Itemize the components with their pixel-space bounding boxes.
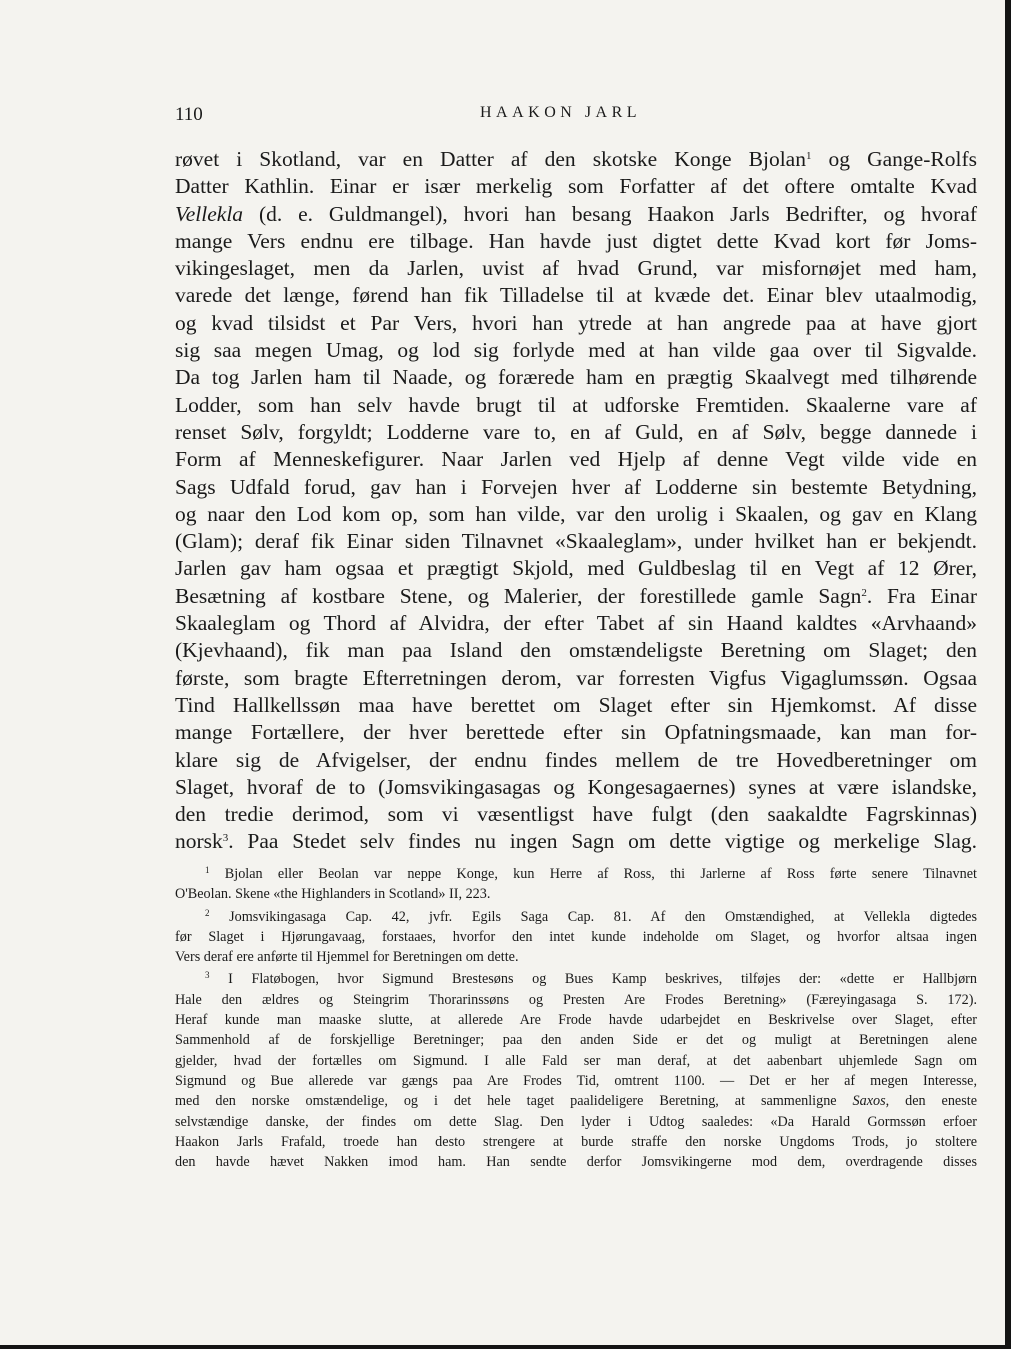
text-line: og naar den Lod kom op, som han vilde, var den urolig i Skaalen, og gav en Klang [175, 501, 977, 526]
footnote-marker: 1 [205, 865, 210, 875]
text-line: den tredie derimod, som vi væsentligst have fulgt (den saakaldte Fagrskinnas) [175, 802, 977, 827]
footnote-1 [175, 864, 977, 905]
text-line: (Glam); deraf fik Einar siden Tilnavnet «Skaaleglam», under hvilket han er bekjendt. [175, 529, 977, 554]
footnote-marker: 1 [805, 150, 812, 162]
text-line: renset Sølv, forgyldt; Lodderne vare to, en af Guld, en af Sølv, begge dannede i [175, 419, 977, 444]
footnote-2 [175, 907, 977, 968]
text-line: Da tog Jarlen ham til Naade, og forærede ham en prægtig Skaalvegt med tilhørende [175, 365, 977, 390]
footnote-line: Vers deraf ere anførte til Hjemmel for Beretningen om dette. [175, 949, 519, 966]
footnote-line: den havde hævet Nakken imod ham. Han sendte derfor Jomsvikingerne mod dem, overdragende disses [175, 1154, 977, 1171]
footnote-line: $^2$ Jomsvikingasaga Cap. 42, jvfr. Egils Saga Cap. 81. Af den Omstændighed, at Vellekla digtedes [205, 907, 977, 925]
text-line: Lodder, som han selv havde brugt til at udforske Fremtiden. Skaalerne vare af [175, 392, 977, 417]
text-line: varede det længe, førend han fik Tilladelse til at kvæde det. Einar blev utaalmodig, [175, 283, 977, 308]
italic-title: Vellekla [175, 201, 244, 226]
text-line: Skaaleglam og Thord af Alvidra, der efter Tabet af sin Haand kaldtes «Arvhaand» [175, 611, 977, 636]
italic-name: Saxos [852, 1093, 886, 1110]
body-text [175, 146, 977, 856]
text-line: vikingeslaget, men da Jarlen, uvist af hvad Grund, var misfornøjet med ham, [175, 256, 977, 281]
text-line: Besætning af kostbare Stene, og Malerier, der forestillede gamle Sagn$^2$. Fra Einar [175, 583, 978, 608]
footnote-line: Hale den ældres og Steingrim Thorarinssøns og Presten Are Frodes Beretning» (Færeyingasaga S. 172). [175, 991, 977, 1008]
text-line: Vellekla (d. e. Guldmangel), hvori han besang Haakon Jarls Bedrifter, og hvoraf [175, 201, 977, 226]
text-line: Slaget, hvoraf de to (Jomsvikingasagas og Kongesagaernes) synes at være islandske, [175, 774, 977, 799]
running-title: HAAKON JARL [480, 104, 642, 121]
footnote-marker: 2 [205, 907, 210, 918]
footnote-line: Sammenhold af de forskjellige Beretninger; paa den anden Side er det og muligt at Beretningen alene [175, 1032, 977, 1049]
text-line: første, som bragte Efterretningen derom, var forresten Vigfus Vigaglumssøn. Ogsaa [175, 665, 977, 690]
text-line: norsk$^3$. Paa Stedet selv findes nu ingen Sagn om dette vigtige og merkelige Slag. [175, 829, 977, 854]
text-line: og kvad tilsidst et Par Vers, hvori han ytrede at han angrede paa at have gjort [175, 310, 977, 335]
footnote-marker: 2 [861, 586, 867, 599]
text-line: (Kjevhaand), fik man paa Island den omstændeligste Beretning om Slaget; den [175, 638, 977, 663]
text-line: klare sig de Afvigelser, der endnu findes mellem de tre Hovedberetninger om [175, 747, 977, 772]
footnotes [175, 864, 977, 1172]
footnote-3 [175, 969, 977, 1172]
text-line: mange Fortællere, der hver berettede efter sin Opfatningsmaade, kan man for- [175, 720, 977, 745]
text-line: sig saa megen Umag, og lod sig forlyde med at han vilde gaa over til Sigvalde. [175, 338, 977, 363]
text-line: røvet i Skotland, var en Datter af den skotske Konge Bjolan$^1$ og Gange-Rolfs [175, 147, 977, 171]
text-line: Tind Hallkellssøn maa have berettet om Slaget efter sin Hjemkomst. Af disse [175, 692, 977, 717]
text-line: Sags Udfald forud, gav han i Forvejen hver af Lodderne sin bestemte Betydning, [175, 474, 977, 499]
running-head [175, 104, 977, 130]
text-line: Form af Menneskefigurer. Naar Jarlen ved Hjelp af denne Vegt vilde vide en [175, 447, 977, 472]
footnote-line: Heraf kunde man maaske slutte, at allerede Are Frode havde udarbejdet en Beskrivelse over Slaget, efter [175, 1012, 977, 1029]
footnote-line: Haakon Jarls Frafald, troede han desto strengere at burde straffe den norske Ungdoms Trods, jo stoltere [175, 1133, 977, 1150]
text-line: mange Vers endnu ere tilbage. Han havde just digtet dette Kvad kort før Joms- [175, 228, 977, 253]
footnote-line: før Slaget i Hjørungavaag, forstaaes, hvorfor den intet kunde indeholde om Slaget, og hvorfor altsaa ingen [175, 928, 977, 945]
text-line: Jarlen gav ham ogsaa et prægtigt Skjold, med Guldbeslag til en Vegt af 12 Ører, [175, 556, 977, 581]
footnote-line: $^3$ I Flatøbogen, hvor Sigmund Brestesøns og Bues Kamp beskrives, tilføjes der: «dette er Hallbjørn [205, 970, 977, 988]
footnote-line: med den norske omstændelige, og i det hele taget paalideligere Beretning, at sammenligne Saxos, den eneste [175, 1093, 977, 1110]
footnote-line: Sigmund og Bue allerede var gængs paa Are Frodes Tid, omtrent 1100. — Det er her af megen Interesse, [175, 1072, 977, 1089]
page-number: 110 [175, 104, 203, 125]
footnote-line: O'Beolan. Skene «the Highlanders in Scotland» II, 223. [175, 886, 491, 903]
footnote-line: $^1$ Bjolan eller Beolan var neppe Konge, kun Herre af Ross, thi Jarlerne af Ross førte senere Tilnavnet [205, 865, 977, 882]
footnote-line: selvstændige danske, der findes om dette Slag. Den lyder i Udtog saaledes: «Da Harald Gormssøn erfoer [175, 1113, 977, 1130]
footnote-marker: 3 [222, 832, 229, 845]
text-line: Datter Kathlin. Einar er især merkelig som Forfatter af det oftere omtalte Kvad [175, 174, 977, 199]
footnote-line: gjelder, hvad der fortælles om Sigmund. I alle Fald ser man deraf, at det aabenbart uhjemlede Sagn om [175, 1052, 977, 1069]
footnote-marker: 3 [205, 970, 210, 981]
